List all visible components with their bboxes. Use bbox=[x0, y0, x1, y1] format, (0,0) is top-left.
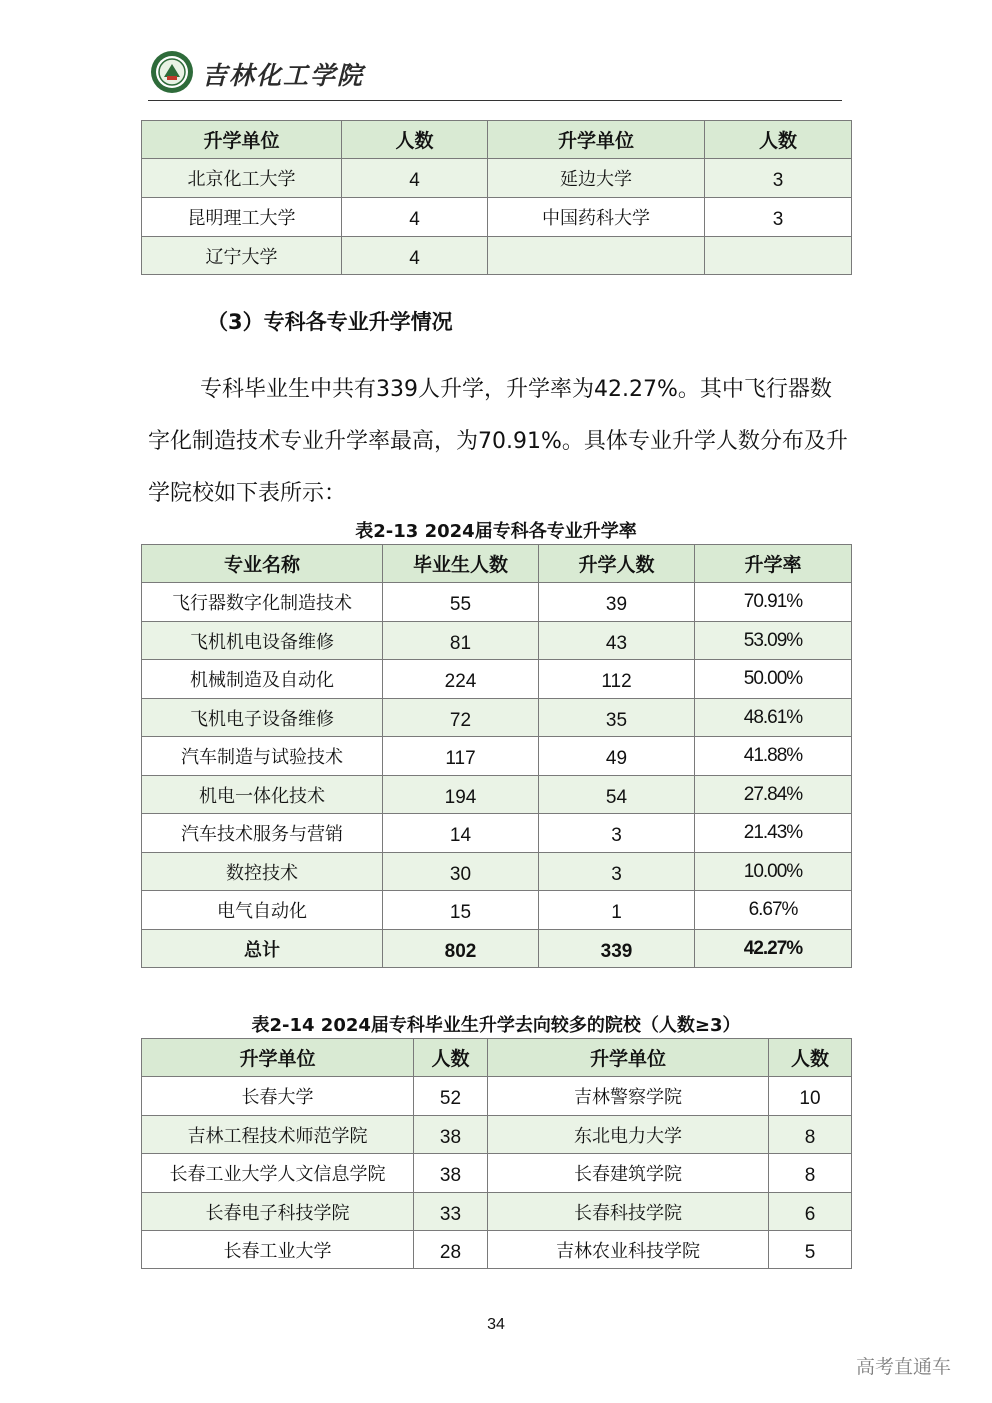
cell-total-advanced: 339 bbox=[539, 930, 695, 968]
cell-count: 38 bbox=[414, 1154, 488, 1193]
table-214-caption: 表2-14 2024届专科毕业生升学去向较多的院校（人数≥3） bbox=[251, 1015, 741, 1036]
cell-graduates: 224 bbox=[383, 660, 539, 699]
table-row bbox=[142, 583, 852, 622]
table-row bbox=[142, 159, 852, 198]
cell-advanced: 3 bbox=[539, 853, 695, 891]
section-title: （3）专科各专业升学情况 bbox=[207, 310, 453, 334]
cell-total-label: 总计 bbox=[142, 930, 383, 968]
header-cell: 毕业生人数 bbox=[383, 545, 539, 583]
cell-graduates: 30 bbox=[383, 853, 539, 891]
table-header-row bbox=[142, 1039, 852, 1077]
cell-rate: 21.43% bbox=[695, 814, 852, 853]
cell-major: 汽车技术服务与营销 bbox=[142, 814, 383, 853]
cell-graduates: 15 bbox=[383, 891, 539, 930]
cell-count: 10 bbox=[769, 1077, 852, 1116]
cell-count: 33 bbox=[414, 1193, 488, 1231]
cell-count: 8 bbox=[769, 1154, 852, 1193]
table-row bbox=[142, 1077, 852, 1116]
header-cell: 人数 bbox=[769, 1039, 852, 1077]
cell-major: 数控技术 bbox=[142, 853, 383, 891]
cell-advanced: 3 bbox=[539, 814, 695, 853]
cell-count: 4 bbox=[342, 159, 488, 198]
cell-advanced: 112 bbox=[539, 660, 695, 699]
cell-major: 飞机电子设备维修 bbox=[142, 699, 383, 737]
header-cell: 升学人数 bbox=[539, 545, 695, 583]
cell-advanced: 1 bbox=[539, 891, 695, 930]
cell-university: 长春建筑学院 bbox=[488, 1154, 769, 1193]
cell-major: 机械制造及自动化 bbox=[142, 660, 383, 699]
school-logo-icon bbox=[150, 50, 194, 94]
cell-count: 28 bbox=[414, 1231, 488, 1269]
paragraph-text: 专科毕业生中共有339人升学，升学率为42.27%。其中飞行器数字化制造技术专业升学率最高，为70.91%。具体专业升学人数分布及升学院校如下表所示： bbox=[148, 377, 848, 506]
header-cell: 升学单位 bbox=[142, 1039, 414, 1077]
cell-graduates: 117 bbox=[383, 737, 539, 776]
cell-university: 吉林农业科技学院 bbox=[488, 1231, 769, 1269]
table-row bbox=[142, 853, 852, 891]
cell-university: 吉林工程技术师范学院 bbox=[142, 1116, 414, 1154]
cell-rate: 27.84% bbox=[695, 776, 852, 814]
header-cell: 升学单位 bbox=[488, 121, 705, 159]
table-row bbox=[142, 237, 852, 275]
cell-university: 东北电力大学 bbox=[488, 1116, 769, 1154]
table-row bbox=[142, 1193, 852, 1231]
cell-graduates: 194 bbox=[383, 776, 539, 814]
cell-count: 3 bbox=[705, 159, 852, 198]
cell-graduates: 72 bbox=[383, 699, 539, 737]
cell-advanced: 43 bbox=[539, 622, 695, 660]
cell-count: 6 bbox=[769, 1193, 852, 1231]
table-row bbox=[142, 1116, 852, 1154]
cell-rate: 6.67% bbox=[695, 891, 852, 930]
header-cell: 升学单位 bbox=[142, 121, 342, 159]
cell-total-graduates: 802 bbox=[383, 930, 539, 968]
table-header-row bbox=[142, 545, 852, 583]
watermark-text: 高考直通车 bbox=[856, 1356, 952, 1378]
table-row bbox=[142, 776, 852, 814]
header-cell: 升学率 bbox=[695, 545, 852, 583]
table-213-caption: 表2-13 2024届专科各专业升学率 bbox=[355, 521, 637, 542]
cell-advanced: 39 bbox=[539, 583, 695, 622]
cell-university: 长春工业大学人文信息学院 bbox=[142, 1154, 414, 1193]
table-total-row bbox=[142, 930, 852, 968]
cell-major: 电气自动化 bbox=[142, 891, 383, 930]
table-214-destination-schools bbox=[141, 1038, 852, 1269]
cell-rate: 70.91% bbox=[695, 583, 852, 622]
cell-rate: 50.00% bbox=[695, 660, 852, 699]
cell-university: 长春科技学院 bbox=[488, 1193, 769, 1231]
table-row bbox=[142, 891, 852, 930]
cell-rate: 41.88% bbox=[695, 737, 852, 776]
body-paragraph bbox=[148, 364, 848, 520]
cell-university: 长春大学 bbox=[142, 1077, 414, 1116]
cell-count: 38 bbox=[414, 1116, 488, 1154]
table-top-universities bbox=[141, 120, 852, 275]
page-header bbox=[148, 46, 842, 101]
page-number: 34 bbox=[487, 1316, 505, 1333]
cell-count: 4 bbox=[342, 198, 488, 237]
header-cell: 人数 bbox=[342, 121, 488, 159]
cell-major: 机电一体化技术 bbox=[142, 776, 383, 814]
cell-rate: 48.61% bbox=[695, 699, 852, 737]
cell-graduates: 55 bbox=[383, 583, 539, 622]
cell-count bbox=[705, 237, 852, 275]
cell-university: 昆明理工大学 bbox=[142, 198, 342, 237]
cell-count: 8 bbox=[769, 1116, 852, 1154]
cell-advanced: 54 bbox=[539, 776, 695, 814]
cell-university: 北京化工大学 bbox=[142, 159, 342, 198]
table-row bbox=[142, 660, 852, 699]
cell-university: 辽宁大学 bbox=[142, 237, 342, 275]
cell-university: 长春工业大学 bbox=[142, 1231, 414, 1269]
cell-university: 中国药科大学 bbox=[488, 198, 705, 237]
cell-rate: 53.09% bbox=[695, 622, 852, 660]
cell-major: 飞行器数字化制造技术 bbox=[142, 583, 383, 622]
table-row bbox=[142, 1154, 852, 1193]
table-header-row bbox=[142, 121, 852, 159]
cell-major: 汽车制造与试验技术 bbox=[142, 737, 383, 776]
cell-university: 长春电子科技学院 bbox=[142, 1193, 414, 1231]
table-row bbox=[142, 814, 852, 853]
cell-count: 4 bbox=[342, 237, 488, 275]
cell-graduates: 14 bbox=[383, 814, 539, 853]
cell-university bbox=[488, 237, 705, 275]
table-row bbox=[142, 622, 852, 660]
cell-university: 吉林警察学院 bbox=[488, 1077, 769, 1116]
cell-advanced: 49 bbox=[539, 737, 695, 776]
cell-count: 52 bbox=[414, 1077, 488, 1116]
cell-count: 3 bbox=[705, 198, 852, 237]
table-213-major-rates bbox=[141, 544, 852, 968]
table-row bbox=[142, 1231, 852, 1269]
cell-university: 延边大学 bbox=[488, 159, 705, 198]
cell-total-rate: 42.27% bbox=[695, 930, 852, 968]
cell-graduates: 81 bbox=[383, 622, 539, 660]
header-cell: 升学单位 bbox=[488, 1039, 769, 1077]
table-row bbox=[142, 699, 852, 737]
table-row bbox=[142, 198, 852, 237]
cell-advanced: 35 bbox=[539, 699, 695, 737]
header-cell: 人数 bbox=[705, 121, 852, 159]
cell-count: 5 bbox=[769, 1231, 852, 1269]
school-name: 吉林化工学院 bbox=[202, 61, 365, 90]
header-cell: 人数 bbox=[414, 1039, 488, 1077]
cell-major: 飞机机电设备维修 bbox=[142, 622, 383, 660]
cell-rate: 10.00% bbox=[695, 853, 852, 891]
header-cell: 专业名称 bbox=[142, 545, 383, 583]
table-row bbox=[142, 737, 852, 776]
